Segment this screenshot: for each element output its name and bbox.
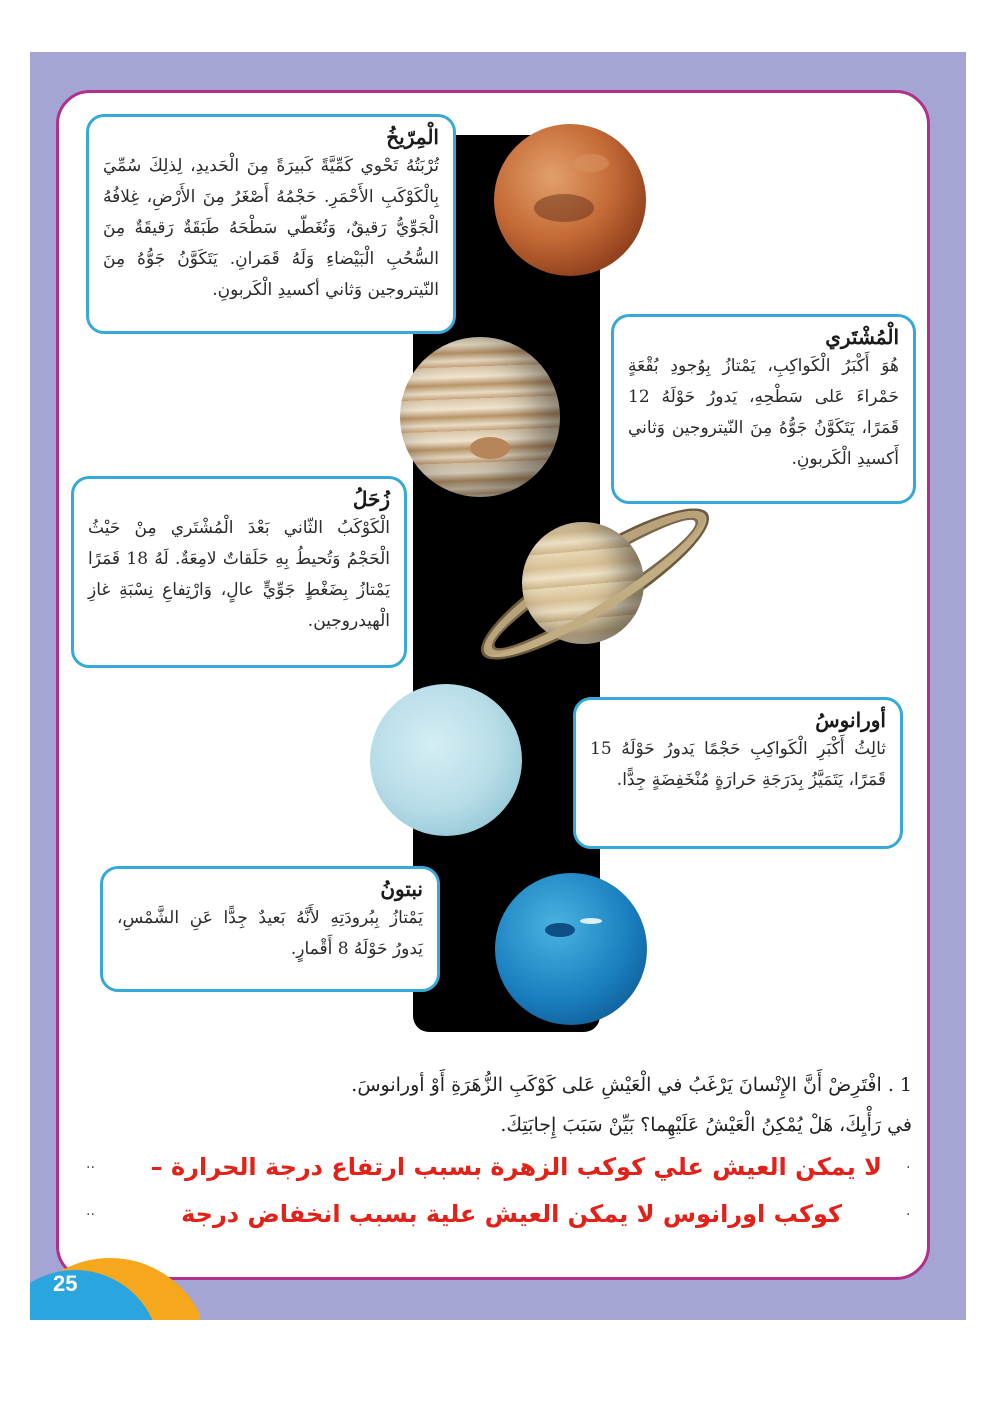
saturn-info-box (71, 476, 407, 668)
mars-info-box (86, 114, 456, 334)
mars-image (494, 124, 646, 276)
jupiter-text: هُوَ أَكْبَرُ الْكَواكِبِ، يَمْتازُ بِوُجودِ بُقْعَةٍ حَمْراءَ عَلى سَطْحِهِ، يَدورُ حَوْلَهُ 12 قَمَرًا، يَتَكَوَّنُ جَوُّهُ مِنَ النّيتروجين وَثاني أَكسيدِ الْكَربونِ. (628, 356, 899, 469)
neptune-image (495, 873, 647, 1025)
question-block (192, 1065, 912, 1145)
question-line-1: 1 . افْتَرِضْ أَنَّ الإِنْسانَ يَرْغَبُ في الْعَيْشِ عَلى كَوْكَبِ الزُّهَرَةِ أَوْ أورانوسَ. (351, 1074, 912, 1096)
answer-line-1: لا يمكن العيش علي كوكب الزهرة بسبب ارتفاع درجة الحرارة – (150, 1153, 882, 1181)
question-line-2: في رَأْيِكَ، هَلْ يُمْكِنُ الْعَيْشُ عَلَيْهِما؟ بَيِّنْ سَبَبَ إِجابَتِكَ. (500, 1114, 912, 1136)
dotted-line-end: ·· (86, 1207, 95, 1223)
uranus-text: ثالِثُ أَكْبَرِ الْكَواكِبِ حَجْمًا يَدورُ حَوْلَهُ 15 قَمَرًا، يَتَمَيَّزُ بِدَرَجَةِ حَرارَةٍ مُنْخَفِضَةٍ جِدًّا. (590, 739, 886, 790)
page-number: 25 (53, 1271, 78, 1296)
neptune-title: نبتونُ (380, 877, 423, 901)
dotted-line-end: ·· (86, 1160, 95, 1176)
answer-line-2: كوكب اورانوس لا يمكن العيش علية بسبب انخفاض درجة (181, 1200, 842, 1228)
mars-text: تُرْبَتُهُ تَحْوي كَمِّيَّةً كَبيرَةً مِنَ الْحَديدِ، لِذلِكَ سُمِّيَ بِالْكَوْكَبِ الأَحْمَرِ. حَجْمُهُ أَصْغَرُ مِنَ الأَرْضِ، غِلافُهُ الْجَوِّيُّ رَقيقٌ، وَتُغَطّي سَطْحَهُ طَبَقَةٌ رَقيقَةٌ مِنَ السُّحُبِ الْبَيْضاءِ وَلَهُ قَمَرانِ. يَتَكَوَّنُ جَوُّهُ مِنَ النّيتروجين وَثاني أكسيدِ الْكَربونِ. (103, 156, 439, 300)
bullet-dot: · (906, 1207, 911, 1223)
bullet-dot: · (906, 1160, 911, 1176)
uranus-title: أورانوسُ (815, 708, 886, 732)
uranus-image (370, 684, 522, 836)
neptune-text: يَمْتازُ بِبُرودَتِهِ لأَنَّهُ بَعيدٌ جِدًّا عَنِ الشَّمْسِ، يَدورُ حَوْلَهُ 8 أَقْمارٍ. (117, 908, 423, 959)
neptune-info-box (100, 866, 440, 992)
mars-title: الْمِرّيخُ (386, 125, 439, 149)
saturn-text: الْكَوْكَبُ الثّاني بَعْدَ الْمُشْتَري مِنْ حَيْثُ الْحَجْمُ وَتُحيطُ بِهِ حَلَقاتٌ لامِعَةٌ. لَهُ 18 قَمَرًا يَمْتازُ بِضَغْطٍ جَوِّيٍّ عالٍ، وَارْتِفاعِ نِسْبَةِ غازِ الْهيدروجين. (88, 518, 390, 631)
uranus-info-box (573, 697, 903, 849)
jupiter-image (400, 337, 560, 497)
saturn-title: زُحَلُ (352, 487, 390, 511)
jupiter-title: الْمُشْتَري (825, 325, 899, 349)
jupiter-info-box (611, 314, 916, 504)
